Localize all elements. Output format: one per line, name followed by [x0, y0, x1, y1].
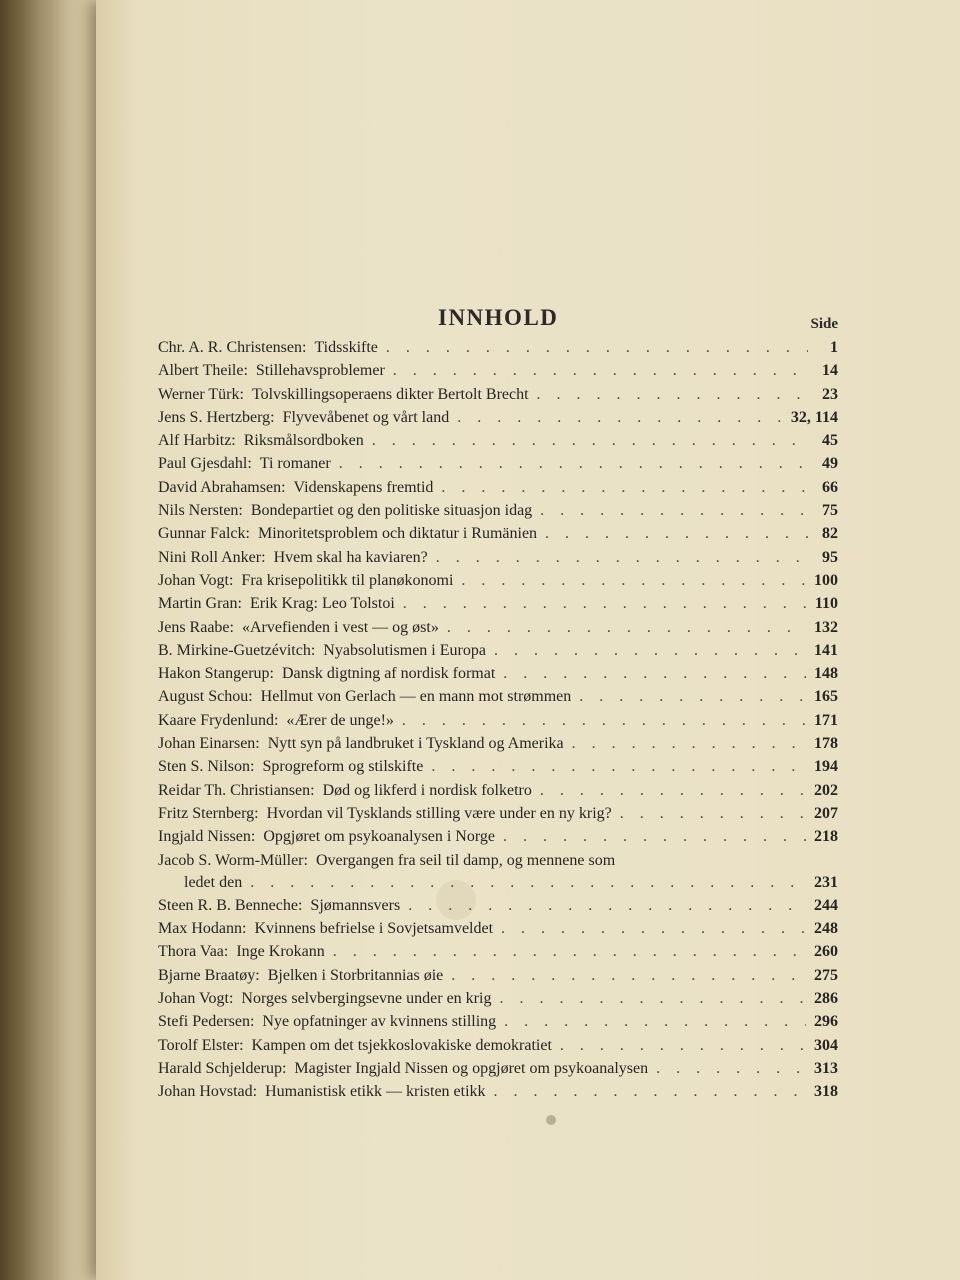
toc-page-number: 45	[822, 432, 838, 450]
toc-author: Nils Nersten:	[158, 502, 243, 520]
leader-dots	[545, 522, 808, 545]
toc-entry	[158, 452, 838, 475]
toc-entry	[158, 592, 838, 615]
toc-title: Tidsskifte	[314, 339, 378, 356]
toc-title: Fra krisepolitikk til planøkonomi	[241, 571, 454, 589]
leader-dots	[431, 755, 806, 778]
toc-author: Paul Gjesdahl:	[158, 455, 252, 473]
toc-author: Steen R. B. Benneche:	[158, 896, 303, 914]
toc-page-number: 248	[814, 920, 838, 938]
toc-author: Max Hodann:	[158, 920, 247, 938]
toc-entry	[158, 779, 838, 802]
toc-title: «Ærer de unge!»	[286, 711, 394, 729]
toc-page-number: 100	[814, 571, 838, 589]
leader-dots	[579, 685, 806, 708]
toc-title: Bondepartiet og den politiske situasjon idag	[250, 502, 533, 520]
toc-title-continued: ledet den	[184, 873, 243, 891]
toc-page-number: 132	[814, 618, 838, 636]
leader-dots	[656, 1057, 806, 1080]
toc-page-number: 313	[814, 1059, 838, 1077]
toc-author: Ingjald Nissen:	[158, 828, 256, 846]
toc-entry	[158, 964, 838, 987]
toc-author: David Abrahamsen:	[158, 478, 286, 496]
toc-entry	[158, 1080, 838, 1103]
toc-page-number: 23	[822, 385, 838, 403]
toc-entry	[158, 383, 838, 406]
toc-author: Jens Raabe:	[158, 618, 234, 636]
leader-dots	[503, 662, 806, 685]
toc-title: Dansk digtning af nordisk format	[281, 665, 496, 683]
leader-dots	[504, 1010, 806, 1033]
toc-title: Sprogreform og stilskifte	[262, 758, 424, 776]
toc-title: «Arvefienden i vest — og øst»	[241, 618, 439, 636]
toc-entry-continuation	[158, 872, 838, 894]
table-of-contents	[158, 336, 838, 1104]
toc-title: Kampen om det tsjekkoslovakiske demokratiet	[251, 1036, 552, 1054]
toc-author: Alf Harbitz:	[158, 432, 236, 450]
toc-title: Bjelken i Storbritannias øie	[267, 966, 444, 984]
toc-author: Albert Theile:	[158, 362, 248, 380]
toc-title: Sjømannsvers	[310, 896, 401, 914]
toc-entry	[158, 499, 838, 522]
toc-author: Johan Hovstad:	[158, 1083, 258, 1101]
toc-title: Død og likferd i nordisk folketro	[322, 781, 532, 799]
leader-dots	[408, 894, 806, 917]
toc-page-number: 202	[814, 781, 838, 799]
toc-page-number: 110	[814, 595, 838, 613]
leader-dots	[503, 825, 806, 848]
toc-title: Tolvskillingsoperaens dikter Bertolt Brecht	[251, 385, 529, 403]
toc-author: Torolf Elster:	[158, 1036, 244, 1054]
toc-page-number: 1	[830, 339, 838, 356]
toc-page-number: 82	[822, 525, 838, 543]
toc-title: Stillehavsproblemer	[255, 362, 385, 380]
toc-page-number: 231	[814, 873, 838, 891]
leader-dots	[403, 592, 807, 615]
toc-author: Nini Roll Anker:	[158, 548, 266, 566]
toc-author: Sten S. Nilson:	[158, 758, 255, 776]
toc-title: Ti romaner	[259, 455, 331, 473]
toc-title: Nytt syn på landbruket i Tyskland og Amerika	[267, 735, 564, 753]
toc-page-number: 141	[814, 641, 838, 659]
toc-author: Reidar Th. Christiansen:	[158, 781, 315, 799]
toc-author: Hakon Stangerup:	[158, 665, 274, 683]
contents-heading: INNHOLD	[438, 305, 559, 331]
toc-title: Inge Krokann	[236, 943, 325, 961]
toc-title: Erik Krag: Leo Tolstoi	[249, 595, 395, 613]
toc-entry	[158, 940, 838, 963]
toc-page-number: 260	[814, 943, 838, 961]
leader-dots	[393, 359, 808, 382]
toc-title: Riksmålsordboken	[243, 432, 364, 450]
toc-author: Harald Schjelderup:	[158, 1059, 287, 1077]
toc-author: Stefi Pedersen:	[158, 1013, 255, 1031]
leader-dots	[447, 616, 806, 639]
toc-entry	[158, 1057, 838, 1080]
toc-title: Opgjøret om psykoanalysen i Norge	[263, 828, 495, 846]
toc-entry	[158, 802, 838, 825]
toc-title: Kvinnens befrielse i Sovjetsamveldet	[254, 920, 494, 938]
toc-author: Kaare Frydenlund:	[158, 711, 279, 729]
toc-title: Humanistisk etikk — kristen etikk	[265, 1083, 486, 1101]
toc-author: Thora Vaa:	[158, 943, 229, 961]
toc-page-number: 148	[814, 665, 838, 683]
toc-page-number: 304	[814, 1036, 838, 1054]
leader-dots	[499, 987, 806, 1010]
leader-dots	[339, 452, 808, 475]
toc-entry	[158, 732, 838, 755]
toc-author: Gunnar Falck:	[158, 525, 250, 543]
toc-page-number: 296	[814, 1013, 838, 1031]
toc-author: B. Mirkine-Guetzévitch:	[158, 641, 316, 659]
toc-title: Nyabsolutismen i Europa	[323, 641, 486, 659]
leader-dots	[451, 964, 806, 987]
toc-page-number: 286	[814, 990, 838, 1008]
toc-author: Martin Gran:	[158, 595, 242, 613]
toc-entry	[158, 406, 838, 429]
toc-entry	[158, 1010, 838, 1033]
toc-title: Nye opfatninger av kvinnens stilling	[262, 1013, 497, 1031]
leader-dots	[540, 779, 806, 802]
toc-page-number: 49	[822, 455, 838, 473]
toc-entry	[158, 336, 838, 359]
leader-dots	[402, 709, 806, 732]
toc-author: Chr. A. R. Christensen:	[158, 339, 307, 356]
toc-entry	[158, 1034, 838, 1057]
toc-page-number: 165	[814, 688, 838, 706]
page-column-label: Side	[810, 316, 838, 332]
toc-author: August Schou:	[158, 688, 253, 706]
leader-dots	[457, 406, 783, 429]
toc-author: Jens S. Hertzberg:	[158, 408, 275, 426]
leader-dots	[560, 1034, 806, 1057]
leader-dots	[537, 383, 808, 406]
leader-dots	[494, 639, 806, 662]
toc-entry	[158, 755, 838, 778]
toc-entry	[158, 987, 838, 1010]
toc-page-number: 207	[814, 804, 838, 822]
toc-page-number: 194	[814, 758, 838, 776]
leader-dots	[436, 546, 808, 569]
leader-dots	[494, 1080, 806, 1103]
paper-stain	[546, 1115, 556, 1125]
leader-dots	[250, 872, 806, 894]
toc-author: Johan Einarsen:	[158, 735, 260, 753]
toc-entry	[158, 709, 838, 732]
toc-entry	[158, 359, 838, 382]
toc-page-number: 66	[822, 478, 838, 496]
toc-title: Videnskapens fremtid	[293, 478, 434, 496]
book-spine-shadow	[0, 0, 110, 1280]
toc-entry	[158, 639, 838, 662]
toc-page-number: 75	[822, 502, 838, 520]
toc-title: Hellmut von Gerlach — en mann mot strømmen	[260, 688, 572, 706]
toc-page-number: 95	[822, 548, 838, 566]
toc-entry	[158, 476, 838, 499]
leader-dots	[620, 802, 806, 825]
toc-entry	[158, 616, 838, 639]
toc-entry	[158, 569, 838, 592]
toc-entry	[158, 685, 838, 708]
toc-entry	[158, 825, 838, 848]
toc-title: Flyvevåbenet og vårt land	[282, 408, 450, 426]
toc-author: Werner Türk:	[158, 385, 244, 403]
toc-page-number: 218	[814, 828, 838, 846]
toc-page-number: 178	[814, 735, 838, 753]
toc-page-number: 318	[814, 1083, 838, 1101]
toc-entry	[158, 894, 838, 917]
toc-entry	[158, 849, 838, 872]
toc-author: Johan Vogt:	[158, 990, 234, 1008]
toc-entry	[158, 429, 838, 452]
leader-dots	[372, 429, 808, 452]
toc-author: Fritz Sternberg:	[158, 804, 259, 822]
leader-dots	[441, 476, 808, 499]
toc-author: Jacob S. Worm-Müller:	[158, 851, 308, 869]
toc-title: Magister Ingjald Nissen og opgjøret om psykoanalysen	[294, 1059, 649, 1077]
toc-title: Minoritetsproblem och diktatur i Rumänien	[257, 525, 538, 543]
leader-dots	[461, 569, 806, 592]
toc-title: Norges selvbergingsevne under en krig	[241, 990, 492, 1008]
toc-author: Johan Vogt:	[158, 571, 234, 589]
toc-title: Overgangen fra seil til damp, og mennene som	[315, 851, 616, 869]
leader-dots	[572, 732, 806, 755]
toc-author: Bjarne Braatøy:	[158, 966, 260, 984]
toc-page-number: 275	[814, 966, 838, 984]
leader-dots	[386, 336, 808, 359]
toc-page-number: 14	[822, 362, 838, 380]
toc-page-number: 32, 114	[790, 408, 838, 426]
leader-dots	[333, 940, 806, 963]
toc-title: Hvordan vil Tysklands stilling være under en ny krig?	[266, 804, 612, 822]
toc-title: Hvem skal ha kaviaren?	[273, 548, 428, 566]
toc-entry	[158, 546, 838, 569]
toc-entry	[158, 662, 838, 685]
toc-entry	[158, 522, 838, 545]
toc-entry	[158, 917, 838, 940]
toc-page-number: 171	[814, 711, 838, 729]
toc-page-number: 244	[814, 896, 838, 914]
leader-dots	[501, 917, 806, 940]
leader-dots	[540, 499, 808, 522]
